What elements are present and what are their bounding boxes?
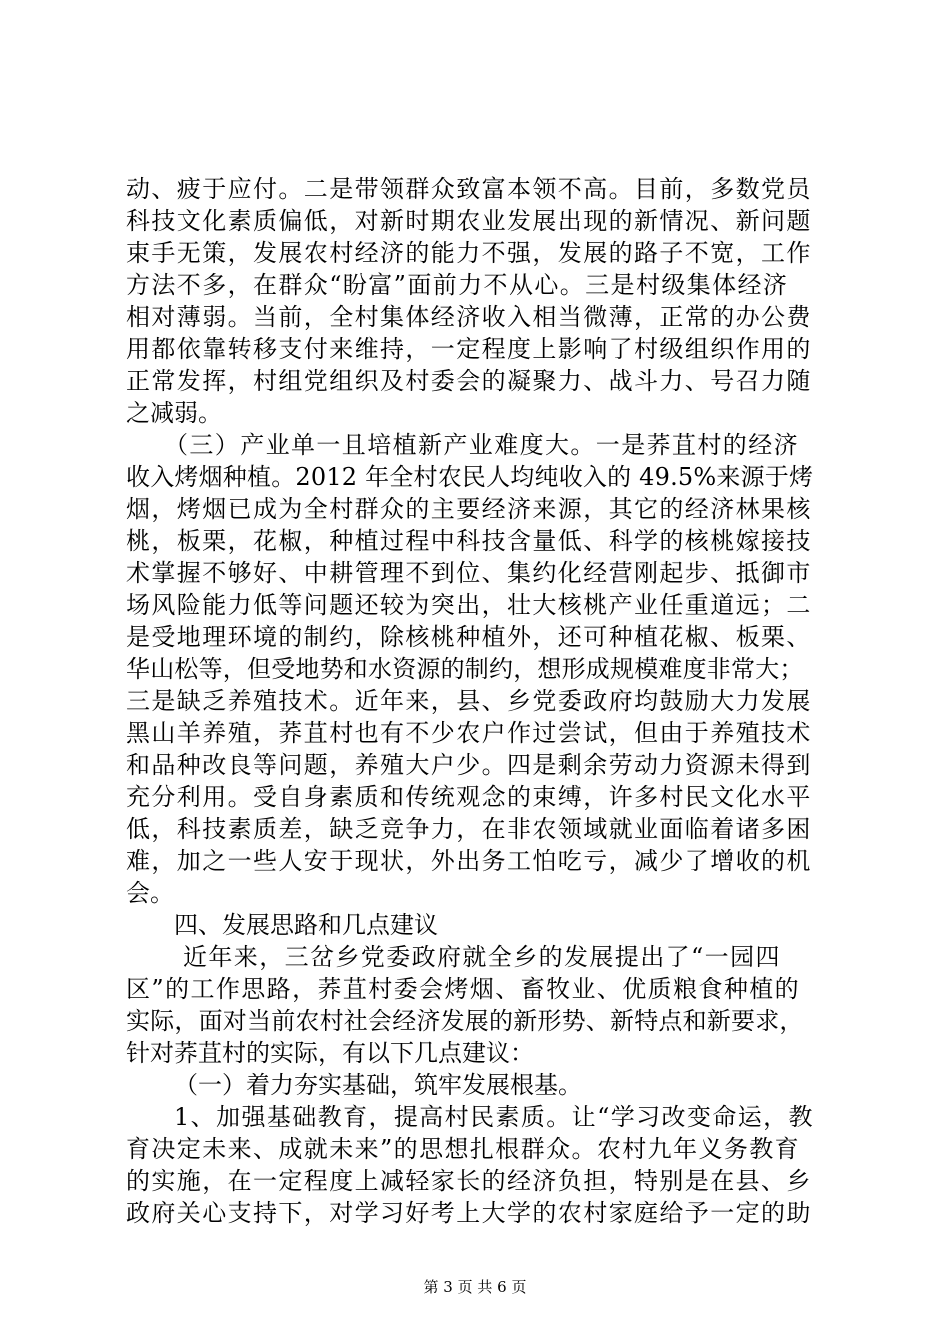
text-line: 科技文化素质偏低，对新时期农业发展出现的新情况、新问题 xyxy=(126,207,812,235)
text-line: 华山松等，但受地势和水资源的制约，想形成规模难度非常大； xyxy=(126,655,804,683)
text-line: 三是缺乏养殖技术。近年来，县、乡党委政府均鼓励大力发展 xyxy=(126,687,812,715)
text-line: 是受地理环境的制约，除核桃种植外，还可种植花椒、板栗、 xyxy=(126,623,812,651)
text-line: 难，加之一些人安于现状，外出务工怕吃亏，减少了增收的机 xyxy=(126,847,812,875)
text-line: 束手无策，发展农村经济的能力不强，发展的路子不宽，工作 xyxy=(126,239,812,267)
text-line: 收入烤烟种植。2012 年全村农民人均纯收入的 49.5%来源于烤 xyxy=(126,463,814,491)
text-line: 近年来，三岔乡党委政府就全乡的发展提出了“一园四 xyxy=(183,943,781,971)
text-line: 相对薄弱。当前，全村集体经济收入相当微薄，正常的办公费 xyxy=(126,303,812,331)
text-line: 1、加强基础教育，提高村民素质。让“学习改变命运，教 xyxy=(174,1103,814,1131)
text-line: 正常发挥，村组党组织及村委会的凝聚力、战斗力、号召力随 xyxy=(126,367,812,395)
page-footer: 第 3 页 共 6 页 xyxy=(423,1278,527,1296)
subsection-heading: （一）着力夯实基础，筑牢发展根基。 xyxy=(174,1071,582,1099)
text-line: 之减弱。 xyxy=(126,399,222,427)
text-line: 动、疲于应付。二是带领群众致富本领不高。目前，多数党员 xyxy=(126,175,812,203)
text-line: 区”的工作思路，荞苴村委会烤烟、畜牧业、优质粮食种植的 xyxy=(126,975,801,1003)
text-line: 桃，板栗，花椒，种植过程中科技含量低、科学的核桃嫁接技 xyxy=(126,527,812,555)
text-line: 的实施，在一定程度上减轻家长的经济负担，特别是在县、乡 xyxy=(126,1167,812,1195)
text-line: 和品种改良等问题，养殖大户少。四是剩余劳动力资源未得到 xyxy=(126,751,812,779)
text-line: 针对荞苴村的实际，有以下几点建议： xyxy=(126,1039,534,1067)
text-line: 场风险能力低等问题还较为突出，壮大核桃产业任重道远；二 xyxy=(126,591,812,619)
paragraph-heading: （三）产业单一且培植新产业难度大。一是荞苴村的经济 xyxy=(164,431,799,459)
text-line: 方法不多，在群众“盼富”面前力不从心。三是村级集体经济 xyxy=(126,271,789,299)
section-heading: 四、发展思路和几点建议 xyxy=(174,911,438,939)
text-line: 会。 xyxy=(126,879,174,907)
text-line: 烟，烤烟已成为全村群众的主要经济来源，其它的经济林果核 xyxy=(126,495,812,523)
text-line: 低，科技素质差，缺乏竞争力，在非农领域就业面临着诸多困 xyxy=(126,815,812,843)
text-line: 术掌握不够好、中耕管理不到位、集约化经营刚起步、抵御市 xyxy=(126,559,812,587)
text-line: 用都依靠转移支付来维持，一定程度上影响了村级组织作用的 xyxy=(126,335,812,363)
text-line: 黑山羊养殖，荞苴村也有不少农户作过尝试，但由于养殖技术 xyxy=(126,719,812,747)
text-line: 充分利用。受自身素质和传统观念的束缚，许多村民文化水平 xyxy=(126,783,812,811)
text-line: 育决定未来、成就未来”的思想扎根群众。农村九年义务教育 xyxy=(126,1135,801,1163)
text-line: 实际，面对当前农村社会经济发展的新形势、新特点和新要求， xyxy=(126,1007,804,1035)
text-line: 政府关心支持下，对学习好考上大学的农村家庭给予一定的助 xyxy=(126,1199,812,1227)
